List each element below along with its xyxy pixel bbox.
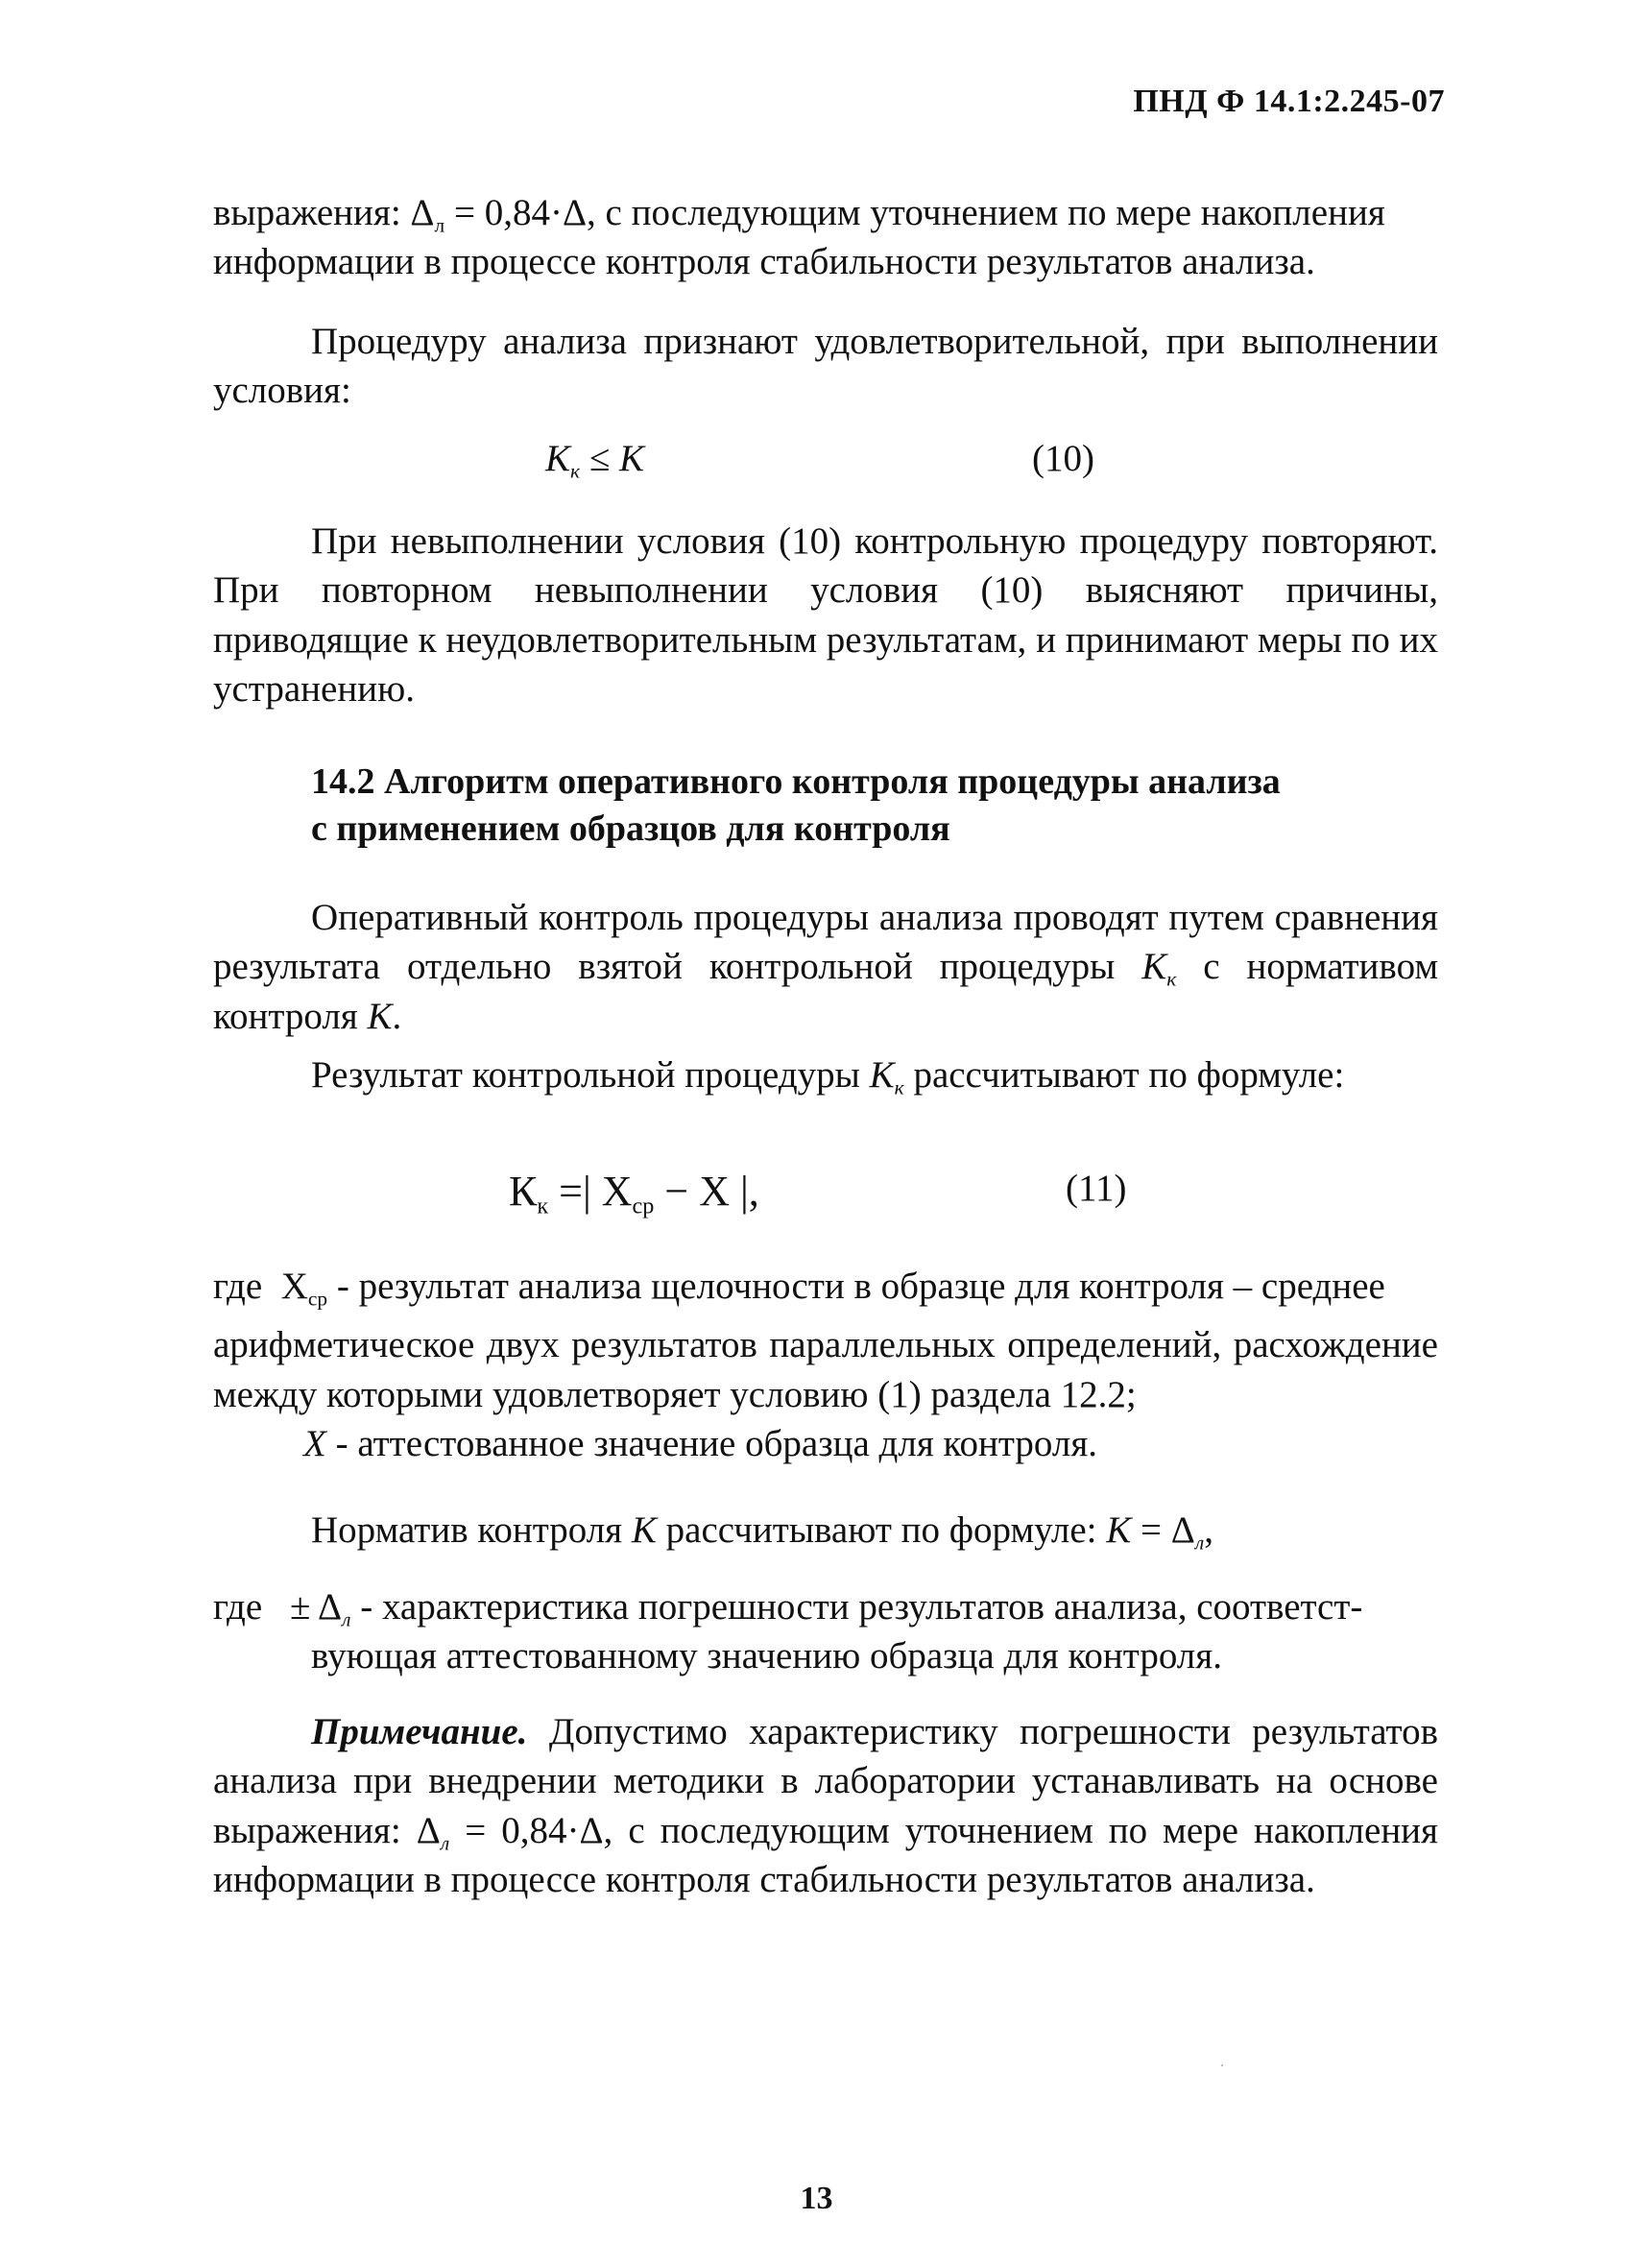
scan-speck	[1221, 2064, 1223, 2066]
formula-11-number: (11)	[1066, 1168, 1127, 1209]
where-delta-line2: вующая аттестованному значению образца для контроля.	[311, 1635, 1222, 1677]
paragraph-intro-line1: выражения: $\Delta_л = 0,84\cdot\Delta$, с последующим уточнением по мере накопления	[213, 192, 1385, 237]
page-number: 13	[800, 2181, 833, 2216]
paragraph-intro	[213, 188, 1438, 287]
formula-10-number: (10)	[1032, 438, 1094, 479]
paragraph-intro-line2: информации в процессе контроля стабильности результатов анализа.	[213, 241, 1315, 283]
paragraph-repeat: При невыполнении условия (10) контрольную процедуру повторяют. При повторном невыполнении условия (10) выясняют причины, приводящие к неудовлетворительным результатам, и принимают меры по их устранению.	[213, 520, 1438, 711]
formula-11	[0, 1164, 1633, 1221]
paragraph-result-formula: Результат контрольной процедуры $K_к$ рассчитывают по формуле:	[311, 1054, 1345, 1099]
where-x-mean-continued: арифметическое двух результатов параллельных определений, расхождение между которыми удовлетворяет условию (1) раздела 12.2;	[213, 1324, 1438, 1415]
formula-10-expression: $K_к \le K$	[545, 438, 644, 483]
section-heading-line2: с применением образцов для контроля	[311, 808, 950, 850]
formula-11-expression: $К_к$ =| $X_{ср} - X$ |,	[509, 1168, 759, 1219]
paragraph-condition: Процедуру анализа признают удовлетворительной, при выполнении условия:	[213, 321, 1438, 412]
where-x-certified: X - аттестованное значение образца для контроля.	[303, 1423, 1098, 1465]
paragraph-operational-control: Оперативный контроль процедуры анализа проводят путем сравнения результата отдельно взятой контрольной процедуры $K_к$ с нормативом контроля K.	[213, 897, 1439, 1037]
where-delta	[290, 1582, 1438, 1681]
document-code-header: ПНД Ф 14.1:2.245-07	[1133, 84, 1445, 119]
where-x-mean: где $X_{ср}$ - результат анализа щелочности в образце для контроля – среднее	[213, 1266, 1385, 1311]
note-paragraph: Примечание. Допустимо характеристику погрешности результатов анализа при внедрении методики в лаборатории устанавливать на основе выражения: $\Delta_л = 0,84\cdot\Delta$, с последующим уточнением по мере накопления информации в процессе контроля стабильности результатов анализа.	[213, 1711, 1438, 1901]
where-delta-line1: ± $\Delta_л$ - характеристика погрешности результатов анализа, соответст-	[290, 1586, 1363, 1631]
section-heading	[311, 759, 1281, 854]
paragraph-norm: Норматив контроля K рассчитывают по формуле: $K = \Delta_л$,	[311, 1509, 1213, 1555]
section-heading-line1: 14.2 Алгоритм оперативного контроля процедуры анализа	[311, 761, 1281, 802]
where-delta-label: где	[213, 1586, 263, 1628]
note-label: Примечание.	[311, 1711, 528, 1752]
where-definitions	[213, 1262, 1438, 1469]
formula-10	[0, 434, 1633, 492]
